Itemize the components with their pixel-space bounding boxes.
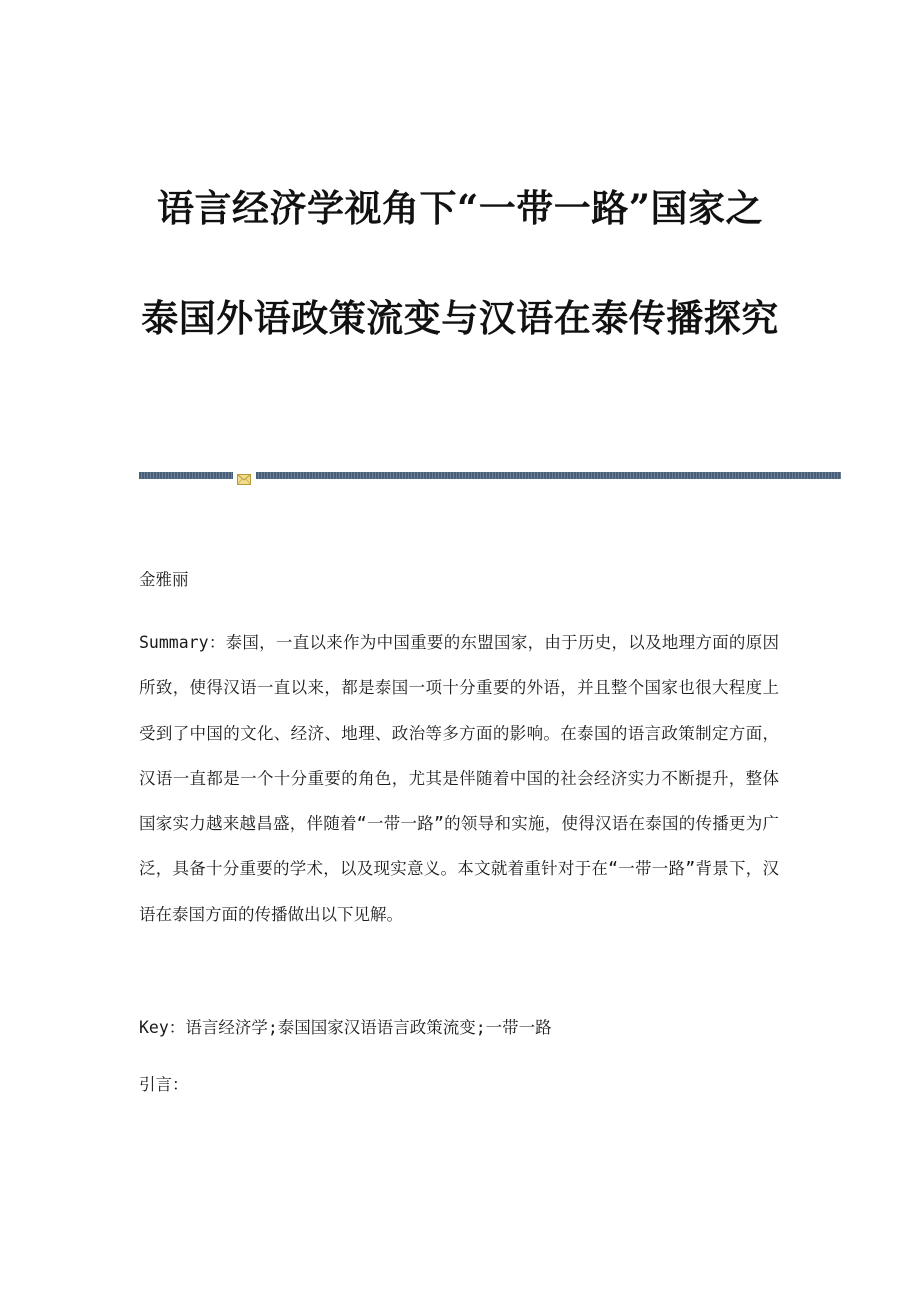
divider-bar-left <box>139 472 233 479</box>
keywords-line <box>139 1016 779 1040</box>
document-title <box>0 186 920 340</box>
divider-bar-right <box>256 472 841 479</box>
summary-text: 泰国，一直以来作为中国重要的东盟国家，由于历史，以及地理方面的原因所致，使得汉语一直以来，都是泰国一项十分重要的外语，并且整个国家也很大程度上受到了中国的文化、经济、地理、政治等多方面的影响。在泰国的语言政策制定方面，汉语一直都是一个十分重要的角色，尤其是伴随着中国的社会经济实力不断提升，整体国家实力越来越昌盛，伴随着“一带一路”的领导和实施，使得汉语在泰国的传播更为广泛，具备十分重要的学术，以及现实意义。本文就着重针对于在“一带一路”背景下，汉语在泰国方面的传播做出以下见解。 <box>139 633 779 924</box>
summary-label: Summary： <box>139 633 226 652</box>
title-line-1: 语言经济学视角下“一带一路”国家之 <box>156 186 764 230</box>
intro-heading: 引言： <box>139 1075 189 1094</box>
summary-paragraph <box>139 620 779 937</box>
keywords-text: 语言经济学;泰国国家汉语语言政策流变;一带一路 <box>185 1018 552 1037</box>
author-name: 金雅丽 <box>139 570 189 589</box>
title-divider <box>139 471 841 481</box>
keywords-label: Key： <box>139 1018 186 1037</box>
envelope-icon <box>237 470 251 481</box>
title-line-2: 泰国外语政策流变与汉语在泰传播探究 <box>141 296 779 340</box>
